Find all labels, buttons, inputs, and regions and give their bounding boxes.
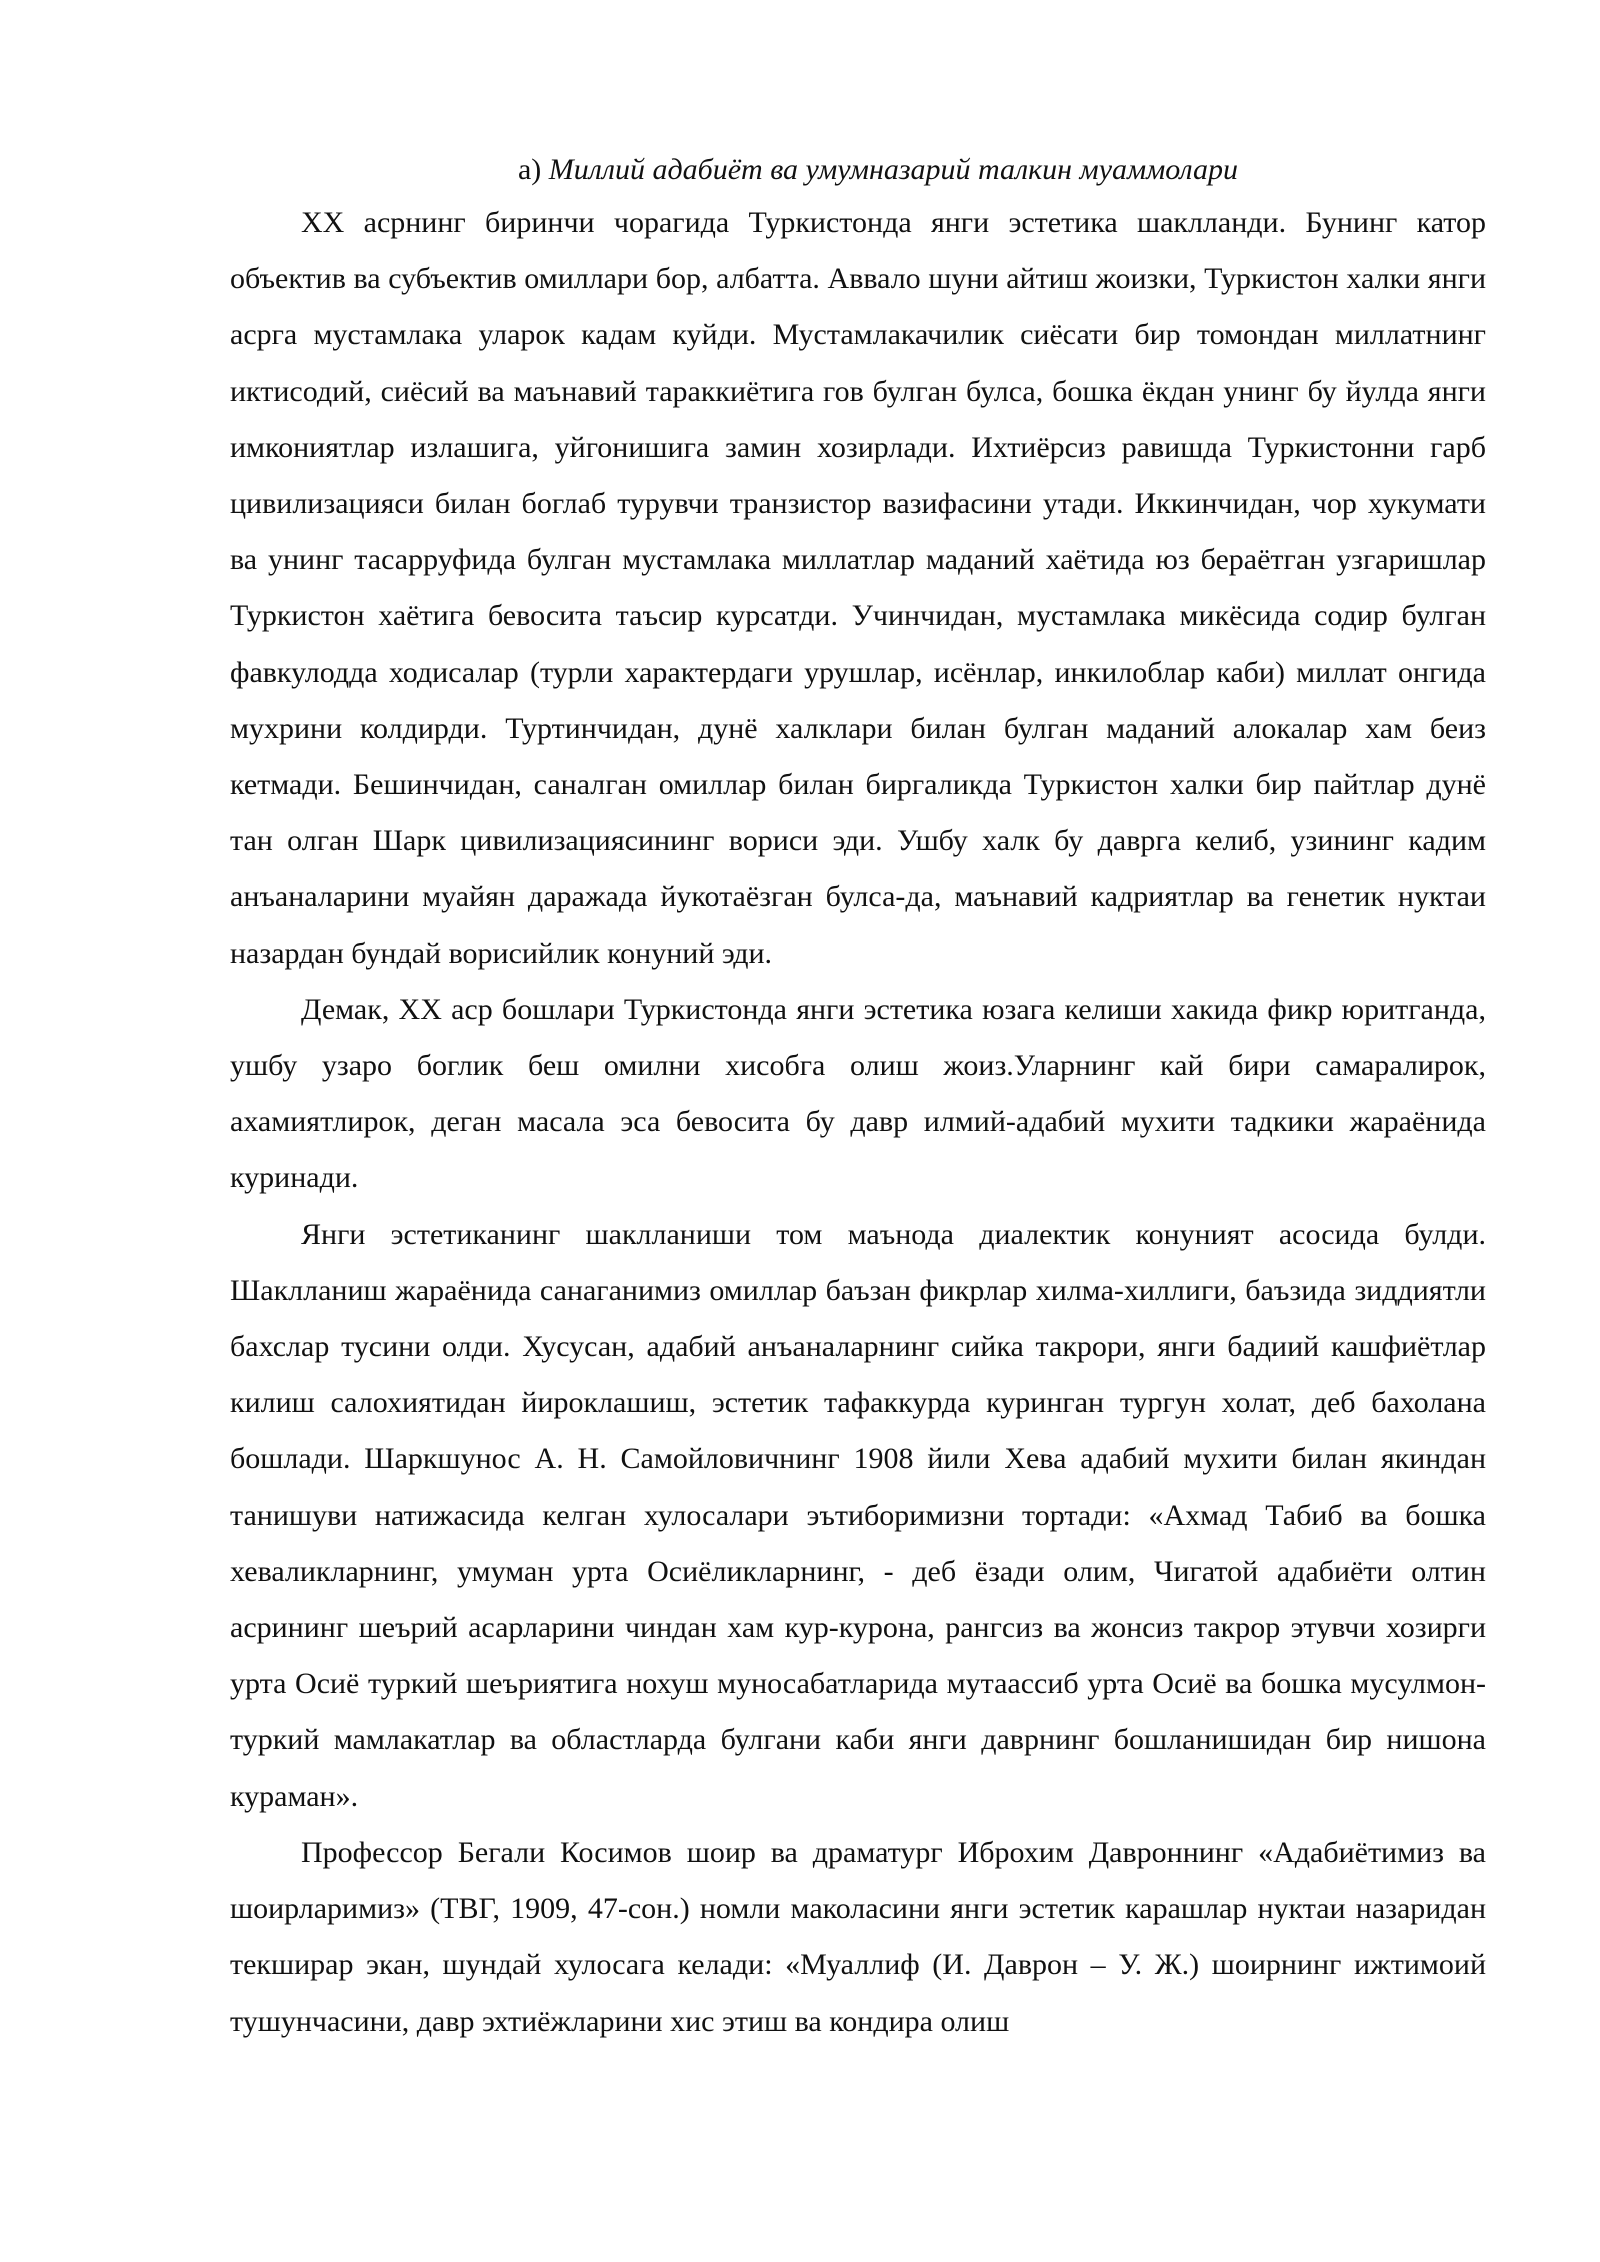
document-body — [230, 145, 1486, 2050]
paragraph-1: ХХ асрнинг биринчи чорагида Туркистонда янги эстетика шаклланди. Бунинг катор объектив ва субъектив омиллари бор, албатта. Аввало шуни айтиш жоизки, Туркистон халки янги асрга мустамлака уларок кадам куйди. Мустамлакачилик сиёсати бир томондан миллатнинг иктисодий, сиёсий ва маънавий тараккиётига гов булган булса, бошка ёкдан унинг бу йулда янги имкониятлар излашига, уйгонишига замин хозирлади. Ихтиёрсиз равишда Туркистонни гарб цивилизацияси билан боглаб турувчи транзистор вазифасини утади. Иккинчидан, чор хукумати ва унинг тасарруфида булган мустамлака миллатлар маданий хаётида юз бераётган узгаришлар Туркистон хаётига бевосита таъсир курсатди. Учинчидан, мустамлака микёсида содир булган фавкулодда ходисалар (турли характердаги урушлар, исёнлар, инкилоблар каби) миллат онгида мухрини колдирди. Туртинчидан, дунё халклари билан булган маданий алокалар хам беиз кетмади. Бешинчидан, саналган омиллар билан биргаликда Туркистон халки бир пайтлар дунё тан олган Шарк цивилизациясининг вориси эди. Ушбу халк бу даврга келиб, узининг кадим анъаналарини муайян даражада йукотаёзган булса-да, маънавий кадриятлар ва генетик нуктаи назардан бундай ворисийлик конуний эди. — [230, 206, 1486, 970]
paragraph-4: Профессор Бегали Косимов шоир ва драматург Иброхим Давроннинг «Адабиётимиз ва шоирларимиз» (ТВГ, 1909, 47-сон.) номли маколасини янги эстетик карашлар нуктаи назаридан текширар экан, шундай хулосага келади: «Муаллиф (И. Даврон – У. Ж.) шоирнинг ижтимоий тушунчасини, давр эхтиёжларини хис этиш ва кондира олиш — [230, 1835, 1486, 2038]
paragraph-2: Демак, ХХ аср бошлари Туркистонда янги эстетика юзага келиши хакида фикр юритганда, ушбу узаро боглик беш омилни хисобга олиш жоиз.Уларнинг кай бири самаралирок, ахамиятлирок, деган масала эса бевосита бу давр илмий-адабий мухити тадкики жараёнида куринади. — [230, 992, 1486, 1195]
section-heading — [230, 145, 1486, 195]
section-marker: а) — [517, 153, 542, 186]
section-title: Миллий адабиёт ва умумназарий талкин муаммолари — [548, 153, 1239, 186]
paragraph-3: Янги эстетиканинг шаклланиши том маънода диалектик конуният асосида булди. Шаклланиш жараёнида санаганимиз омиллар баъзан фикрлар хилма-хиллиги, баъзида зиддиятли бахслар тусини олди. Хусусан, адабий анъаналарнинг сийка такрори, янги бадиий кашфиётлар килиш салохиятидан йироклашиш, эстетик тафаккурда куринган тургун холат, деб бахолана бошлади. Шаркшунос А. Н. Самойловичнинг 1908 йили Хева адабий мухити билан якиндан танишуви натижасида келган хулосалари эътиборимизни тортади: «Ахмад Табиб ва бошка хеваликларнинг, умуман урта Осиёликларнинг, - деб ёзади олим, Чигатой адабиёти олтин асрининг шеърий асарларини чиндан хам кур-курона, рангсиз ва жонсиз такрор этувчи хозирги урта Осиё туркий шеъриятига нохуш муносабатларида мутаассиб урта Осиё ва бошка мусулмон-туркий мамлакатлар ва областларда булгани каби янги даврнинг бошланишидан бир нишона кураман». — [230, 1217, 1486, 1813]
